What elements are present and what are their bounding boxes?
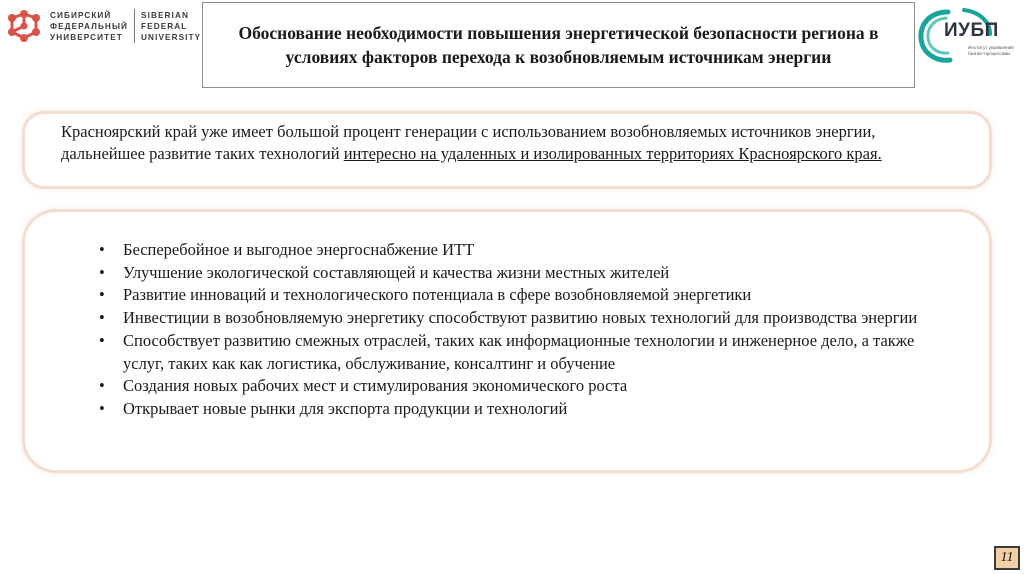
- list-item: • Создания новых рабочих мест и стимулирования экономического роста: [99, 375, 929, 398]
- list-item: • Способствует развитию смежных отраслей, таких как информационные технологии и инженерное дело, а также услуг, таких как как логистика, обслуживание, консалтинг и обучение: [99, 330, 929, 375]
- list-item: • Инвестиции в возобновляемую энергетику способствуют развитию новых технологий для производства энергии: [99, 307, 929, 330]
- slide-title: Обоснование необходимости повышения энергетической безопасности региона в условиях факторов перехода к возобновляемым источникам энергии: [238, 23, 879, 67]
- intro-text-plain: Красноярский край уже имеет большой процент генерации с использованием возобновляемых источников энергии, дальнейшее развитие таких технологий: [61, 122, 876, 163]
- slide-title-box: [202, 2, 915, 88]
- page-number: 11: [994, 546, 1020, 570]
- list-item: • Развитие инноваций и технологического потенциала в сфере возобновляемой энергетики: [99, 284, 929, 307]
- institute-subtitle: Институт управления бизнес-процессами: [968, 45, 1014, 56]
- benefits-list: [99, 239, 929, 421]
- university-molecule-icon: [4, 6, 44, 46]
- logo-divider: [134, 9, 135, 43]
- intro-text: [61, 121, 951, 165]
- list-item: • Открывает новые рынки для экспорта продукции и технологий: [99, 398, 929, 421]
- list-item: • Улучшение экологической составляющей и качества жизни местных жителей: [99, 262, 929, 285]
- intro-text-underlined: интересно на удаленных и изолированных территориях Красноярского края.: [343, 144, 882, 163]
- university-name-en: SIBERIAN FEDERAL UNIVERSITY: [141, 10, 202, 42]
- institute-logo: [918, 6, 1022, 66]
- list-item: • Бесперебойное и выгодное энергоснабжение ИТТ: [99, 239, 929, 262]
- university-name-ru: СИБИРСКИЙ ФЕДЕРАЛЬНЫЙ УНИВЕРСИТЕТ: [50, 10, 129, 42]
- benefits-panel: [22, 209, 992, 473]
- university-logo: [4, 6, 201, 46]
- institute-name: ИУБП: [944, 20, 999, 41]
- intro-panel: [22, 111, 992, 189]
